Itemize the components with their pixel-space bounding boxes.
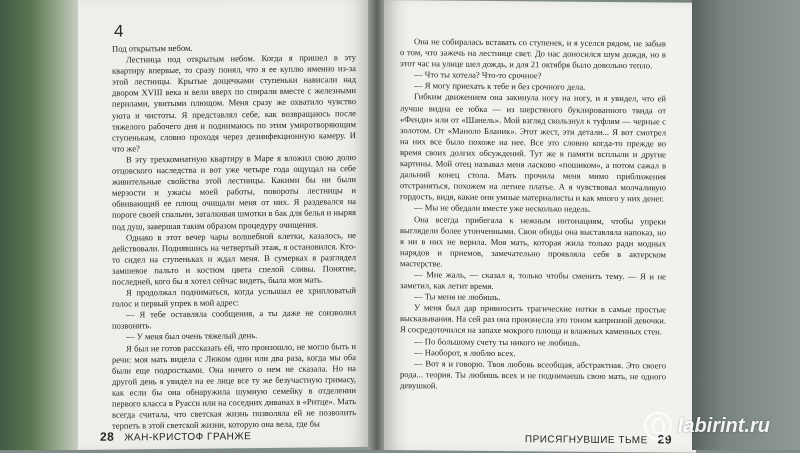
background-surface bbox=[692, 0, 800, 450]
paragraph: — Я могу приехать к тебе и без срочного дела. bbox=[414, 80, 586, 93]
paragraph: — Мы не обедали вместе уже несколько недель. bbox=[414, 202, 591, 215]
paragraph: — Наоборот, я люблю всех. bbox=[414, 346, 516, 358]
watermark bbox=[644, 412, 770, 440]
running-title: ПРИСЯГНУВШИЕ ТЬМЕ bbox=[524, 434, 648, 447]
paragraph: Под открытым небом. bbox=[112, 42, 193, 54]
paragraph: — Я тебе оставляла сообщения, а ты даже не соизволил позвонить. bbox=[112, 307, 356, 331]
left-page-text bbox=[112, 41, 356, 432]
left-page-footer bbox=[100, 428, 251, 444]
paragraph: — Что ты хотела? Что-то срочное? bbox=[414, 69, 542, 81]
paragraph: — Вот я и говорю. Твоя любовь всеобщая, абстрактная. Это своего рода... теория. Ты любишь всех и не поднимаешь свою мать, не одного девушкой. bbox=[400, 357, 666, 391]
paragraph: Гибким движением она закинула ногу на ногу, и я увидел, что ей лучше видна ее юбка — из шерстяного буклированного твида от «Фенди» или от «Шанель». Мой взгляд скользнул к туфлям — черные с золотом. От «Маноло Бланик». Этот жест, эти детали... Я вот смотрел на них все было похоже на нее. Все это словно когда-то прежде во время своих долгих обсуждений. Тут же в памяти всплыли и другие картины. Мой отец называл меня ласково «пошиком», а потом сажал в дальний конец стола. Мать прочила меня мимо приближения отстраняться, похожем на летнее платье. А я чувствовал молчаливую гордость, видя, какие они умные материалисты и как много у них денег. bbox=[400, 91, 666, 204]
left-page bbox=[78, 0, 371, 450]
paragraph: — По большому счету ты никого не любишь. bbox=[414, 335, 581, 348]
paragraph: Я продолжал подниматься, когда услышал ее хрипловатый голос и первый упрек в мой адрес: bbox=[112, 285, 356, 309]
right-page bbox=[384, 0, 696, 453]
paragraph: Лестница под открытым небом. Когда я пришел в эту квартиру впервые, то сразу понял, что я ее куплю именно из-за этой лестницы. Крытые дощечками ступеньки нависали над двором XVIII века и вели вверх по спирали вместе с железными перилами, увитыми плющом. Меня сразу же охватило чувство уюта и чистоты. Я представлял себе, как возвращаюсь после тяжелого рабочего дня и поднимаюсь по этим умиротворяющим ступенькам, словно проходя через дезинфекционную камеру. И что же? bbox=[112, 52, 356, 154]
watermark-text: labirint.ru bbox=[677, 414, 770, 437]
paragraph: В эту трехкомнатную квартиру в Маре я вложил свою долю отцовского наследства и вот уже четыре года ощущал на себе живительные свойства этой лестницы. Какими бы ни были мерзости и ужасы моей работы, повороты лестницы и обвивающий ее плющ очищали меня от них. Я раздевался на пороге своей спальни, заталкивая шмотки в бак для белья и ныряя под душ, завершая таким образом процедуру очищения. bbox=[112, 152, 356, 232]
paragraph: — Ты меня не любишь. bbox=[414, 291, 501, 303]
right-page-text bbox=[400, 36, 666, 393]
paragraph: Однако в этот вечер чары волшебной клетки, казалось, не действовали. Поднявшись на четвертый этаж, я остановился. Кто-то сидел на ступеньках и ждал меня. В сумерках я разглядел замшевое пальто и костюм цвета спелой сливы. Понятие, последней, кого бы я хотел сейчас видеть, была моя мать. bbox=[112, 229, 356, 287]
paragraph: У меня был дар привносить трагические нотки в самые простые высказывания. На сей раз она произнесла это тоном капризной девочки. Я сосредоточился на запахе мокрого плюща и влажных каменных стен. bbox=[400, 302, 666, 337]
paragraph: — У меня был очень тяжелый день. bbox=[126, 330, 258, 342]
page-number: 28 bbox=[100, 429, 115, 444]
paragraph: Я был не готов рассказать ей, что произошло, не могло быть и речи: моя мать видела с Люком один или два раза, когда мы оба были еще подростками. Она ничего о нем не сказала. Но на другой день я увидел на ее лице все ту же безучастную гримасу, как если бы она обнаружила шумную семейку в отделении первого класса в Руасси или на соседних диванах в «Ритце». Мать всегда считала, что светская жизнь позволяла ей не позволить терпеть в этой светской жизни, которую она вела, где бы bbox=[112, 340, 356, 431]
running-author: ЖАН-КРИСТОФ ГРАНЖЕ bbox=[124, 431, 252, 444]
paragraph: Она не собиралась вставать со ступенек, и я уселся рядом, не забыв о том, что зажечь на лестнице свет. До нас доносился шум дождя, но в этот час на улице шел дождь, и для 21 октября было довольно тепло. bbox=[400, 36, 666, 71]
chapter-number: 4 bbox=[114, 21, 124, 41]
paragraph: Она всегда прибегала к нежным интонациям, чтобы упреки выглядели более утонченными. Свои обиды она выставляла напоказ, но я ни в них не верила. Моя мать, которая жила только ради модных нарядов и приемов, замечательно проявляла себя в актерском мастерстве. bbox=[400, 213, 666, 269]
paragraph: — Мне жаль, — сказал я, только чтобы сменить тему. — Я и не заметил, как летит время. bbox=[400, 269, 666, 292]
green-book-edge bbox=[0, 0, 78, 450]
page-number: 29 bbox=[657, 432, 672, 447]
labirint-logo-icon bbox=[644, 412, 672, 440]
